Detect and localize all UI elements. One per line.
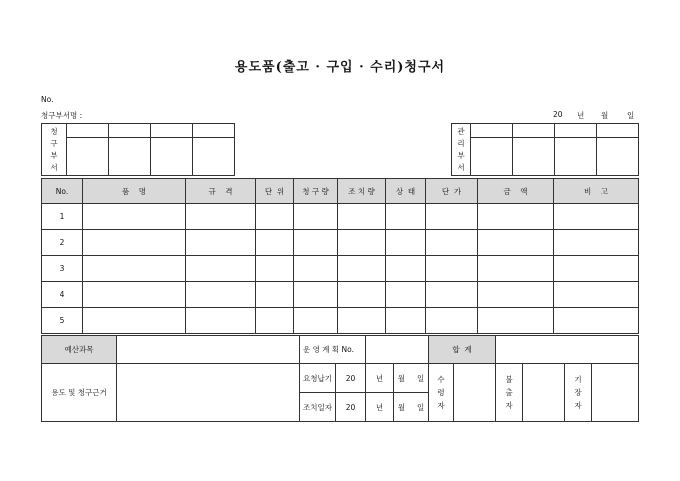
cell[interactable] xyxy=(83,282,186,308)
cell[interactable] xyxy=(554,256,639,282)
cell[interactable] xyxy=(386,204,426,230)
action-date-month: 월 xyxy=(397,402,406,412)
col-header-unit: 단 위 xyxy=(256,179,294,204)
total-field[interactable] xyxy=(496,336,639,364)
row-number: 5 xyxy=(42,308,83,334)
approval-box-managing xyxy=(451,123,639,176)
action-date-month-day[interactable] xyxy=(394,393,429,422)
table-row xyxy=(42,282,639,308)
cell[interactable] xyxy=(478,256,554,282)
approval-box-requesting xyxy=(41,123,235,176)
recorder-label: 기 장 자 xyxy=(565,364,592,422)
cell[interactable] xyxy=(338,282,386,308)
col-header-action-qty: 조 치 량 xyxy=(338,179,386,204)
row-number: 3 xyxy=(42,256,83,282)
cell[interactable] xyxy=(554,308,639,334)
cell[interactable] xyxy=(256,282,294,308)
items-header-row xyxy=(42,179,639,204)
issuer-sign[interactable] xyxy=(523,364,565,422)
approval-sign-cell[interactable] xyxy=(513,138,555,176)
col-header-remarks: 비 고 xyxy=(554,179,639,204)
cell[interactable] xyxy=(256,204,294,230)
cell[interactable] xyxy=(478,204,554,230)
cell[interactable] xyxy=(386,256,426,282)
doc-no-label: No. xyxy=(41,95,54,104)
action-date-year[interactable]: 년 xyxy=(366,393,394,422)
approval-sign-cell[interactable] xyxy=(193,138,235,176)
issuer-label: 불 출 자 xyxy=(496,364,523,422)
cell[interactable] xyxy=(554,204,639,230)
approval-title-cell[interactable] xyxy=(193,124,235,138)
col-header-item-name: 품 명 xyxy=(83,179,186,204)
cell[interactable] xyxy=(256,256,294,282)
cell[interactable] xyxy=(186,308,256,334)
col-header-status: 상 태 xyxy=(386,179,426,204)
cell[interactable] xyxy=(386,308,426,334)
request-date-year[interactable]: 년 xyxy=(366,364,394,393)
cell[interactable] xyxy=(478,230,554,256)
approval-title-cell[interactable] xyxy=(597,124,639,138)
cell[interactable] xyxy=(294,204,338,230)
date-day: 일 xyxy=(627,111,635,120)
cell[interactable] xyxy=(426,230,478,256)
action-date-year-prefix[interactable]: 20 xyxy=(336,393,366,422)
cell[interactable] xyxy=(294,308,338,334)
approval-sign-cell[interactable] xyxy=(151,138,193,176)
action-date-label: 조치일자 xyxy=(300,393,336,422)
row-number: 2 xyxy=(42,230,83,256)
request-date-label: 요청납기 xyxy=(300,364,336,393)
date-month: 월 xyxy=(601,111,609,120)
approval-sign-cell[interactable] xyxy=(109,138,151,176)
cell[interactable] xyxy=(83,230,186,256)
requesting-dept-label: 청구부서명 : xyxy=(41,111,83,120)
footer-table xyxy=(41,335,639,422)
total-label: 합 계 xyxy=(429,336,496,364)
recorder-sign[interactable] xyxy=(592,364,639,422)
col-header-spec: 규 격 xyxy=(186,179,256,204)
request-date-month-day[interactable] xyxy=(394,364,429,393)
approval-right-label: 관 리 부 서 xyxy=(452,124,471,176)
cell[interactable] xyxy=(426,282,478,308)
approval-left-label: 청 구 부 서 xyxy=(42,124,67,176)
cell[interactable] xyxy=(83,256,186,282)
approval-sign-cell[interactable] xyxy=(67,138,109,176)
request-date-year-prefix[interactable]: 20 xyxy=(336,364,366,393)
approval-sign-cell[interactable] xyxy=(555,138,597,176)
cell[interactable] xyxy=(338,308,386,334)
cell[interactable] xyxy=(256,230,294,256)
cell[interactable] xyxy=(294,230,338,256)
receiver-sign[interactable] xyxy=(454,364,496,422)
budget-field[interactable] xyxy=(117,336,300,364)
cell[interactable] xyxy=(186,204,256,230)
col-header-no: No. xyxy=(42,179,83,204)
table-row xyxy=(42,256,639,282)
purpose-field[interactable] xyxy=(117,364,300,422)
cell[interactable] xyxy=(294,282,338,308)
action-date-day: 일 xyxy=(416,402,425,412)
cell[interactable] xyxy=(478,308,554,334)
col-header-amount: 금 액 xyxy=(478,179,554,204)
approval-title-cell[interactable] xyxy=(109,124,151,138)
row-number: 1 xyxy=(42,204,83,230)
approval-sign-cell[interactable] xyxy=(597,138,639,176)
cell[interactable] xyxy=(426,308,478,334)
plan-no-label: 운 영 계 획 No. xyxy=(300,336,366,364)
cell[interactable] xyxy=(186,282,256,308)
approval-title-cell[interactable] xyxy=(513,124,555,138)
col-header-request-qty: 청 구 량 xyxy=(294,179,338,204)
cell[interactable] xyxy=(386,230,426,256)
cell[interactable] xyxy=(186,256,256,282)
cell[interactable] xyxy=(256,308,294,334)
cell[interactable] xyxy=(294,256,338,282)
cell[interactable] xyxy=(554,230,639,256)
budget-label: 예산과목 xyxy=(42,336,117,364)
table-row xyxy=(42,308,639,334)
approval-title-cell[interactable] xyxy=(471,124,513,138)
cell[interactable] xyxy=(83,308,186,334)
cell[interactable] xyxy=(338,204,386,230)
table-row xyxy=(42,230,639,256)
cell[interactable] xyxy=(186,230,256,256)
approval-title-cell[interactable] xyxy=(151,124,193,138)
date-year-prefix: 20 xyxy=(553,110,563,119)
items-table xyxy=(41,178,639,334)
approval-sign-cell[interactable] xyxy=(471,138,513,176)
cell[interactable] xyxy=(426,256,478,282)
cell[interactable] xyxy=(386,282,426,308)
approval-title-cell[interactable] xyxy=(67,124,109,138)
row-number: 4 xyxy=(42,282,83,308)
col-header-unit-price: 단 가 xyxy=(426,179,478,204)
document-title: 용도품(출고 · 구입 · 수리)청구서 xyxy=(234,60,446,75)
cell[interactable] xyxy=(338,230,386,256)
request-date-month: 월 xyxy=(397,373,406,383)
approval-title-cell[interactable] xyxy=(555,124,597,138)
plan-no-field[interactable] xyxy=(366,336,429,364)
cell[interactable] xyxy=(338,256,386,282)
receiver-label: 수 령 자 xyxy=(429,364,454,422)
cell[interactable] xyxy=(554,282,639,308)
purpose-label: 용도 및 청구근거 xyxy=(42,364,117,422)
cell[interactable] xyxy=(426,204,478,230)
cell[interactable] xyxy=(83,204,186,230)
date-year: 년 xyxy=(577,111,585,120)
cell[interactable] xyxy=(478,282,554,308)
table-row xyxy=(42,204,639,230)
request-date-day: 일 xyxy=(416,373,425,383)
